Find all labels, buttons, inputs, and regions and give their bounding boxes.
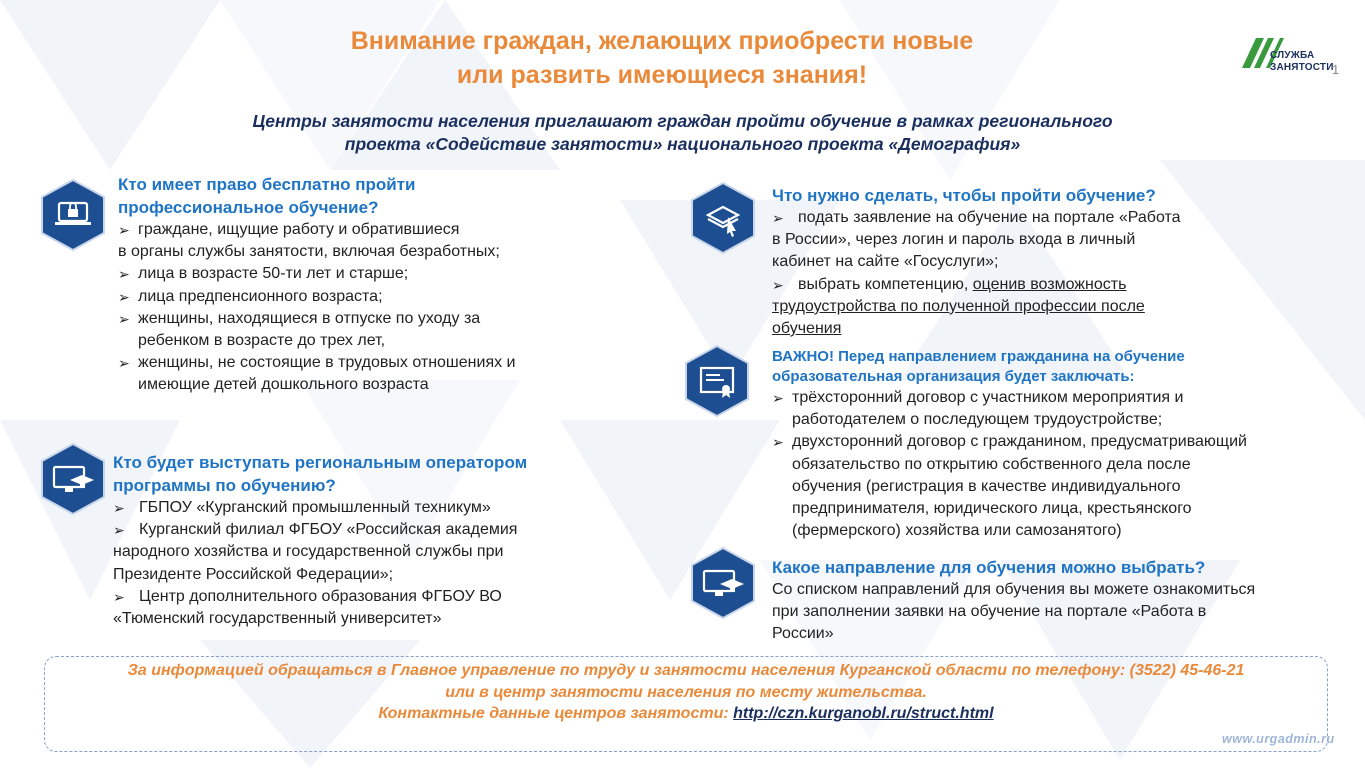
page-number: 1: [1332, 62, 1340, 77]
todo-item-text: [798, 274, 1126, 296]
bullet-arrow-icon: ➢: [772, 276, 784, 293]
eligibility-item: [118, 352, 588, 374]
operator-item: [113, 519, 633, 541]
important-heading-line-2: образовательная организация будет заключать:: [772, 368, 1135, 385]
todo-item-text-cont: кабинет на сайте «Госуслуги»;: [772, 253, 999, 271]
important-item-text-cont: (фермерского) хозяйства или самозанятого): [792, 522, 1122, 540]
logo-text-line-2: ЗАНЯТОСТИ: [1270, 62, 1334, 73]
logo-text-line-1: СЛУЖБА: [1270, 50, 1315, 61]
bullet-arrow-icon: ➢: [118, 288, 130, 305]
bullet-arrow-icon: ➢: [118, 355, 130, 372]
operator-item-text: ГБПОУ «Курганский промышленный техникум»: [139, 499, 491, 516]
eligibility-heading-line-1: Кто имеет право бесплатно пройти: [118, 175, 416, 194]
operator-item-text: Центр дополнительного образования ФГБОУ ВО: [139, 587, 502, 605]
bullet-arrow-icon: ➢: [772, 434, 784, 451]
operator-item-text-cont: народного хозяйства и государственной службы при: [113, 543, 504, 561]
todo-heading: Что нужно сделать, чтобы пройти обучение?: [772, 186, 1156, 205]
important-item-text-cont: предпринимателя, юридического лица, крестьянского: [792, 500, 1192, 518]
todo-item-text-cont: трудоустройства по полученной профессии после: [772, 297, 1145, 315]
direction-text: [772, 579, 1342, 646]
operator-item-text: Курганский филиал ФГБОУ «Российская академия: [139, 521, 518, 539]
operator-item: [113, 586, 633, 608]
contacts-link[interactable]: http://czn.kurganobl.ru/struct.html: [733, 705, 994, 722]
todo-item: [772, 274, 1242, 296]
todo-item-text-plain: выбрать компетенцию,: [798, 275, 973, 293]
eligibility-item: [118, 286, 588, 308]
operator-list: [113, 497, 633, 630]
logo-text: [1270, 50, 1334, 74]
important-item-text-cont: обучения (регистрация в качестве индивидуального: [792, 477, 1181, 495]
todo-item-text-cont: в России», через логин и пароль входа в личный: [772, 231, 1136, 249]
operator-icon: [40, 442, 106, 516]
direction-text-line: при заполнении заявки на обучение на портале «Работа в: [772, 603, 1207, 621]
direction-text-line: Со списком направлений для обучения вы можете ознакомиться: [772, 581, 1256, 598]
graduation-monitor-icon: [40, 442, 106, 516]
graduation-monitor-icon: [690, 546, 756, 620]
eligibility-item: [118, 263, 588, 285]
title-line-1: Внимание граждан, желающих приобрести новые: [350, 27, 974, 55]
eligibility-list: [118, 219, 588, 397]
todo-list: [772, 207, 1242, 340]
eligibility-icon: [40, 178, 106, 252]
direction-heading: Какое направление для обучения можно выбрать?: [772, 558, 1206, 577]
certificate-icon: [684, 344, 750, 418]
section-operator: [113, 451, 633, 630]
contact-info: [44, 660, 1328, 725]
important-heading: [772, 347, 1332, 387]
important-list: [772, 387, 1332, 542]
todo-item-text-cont: обучения: [772, 320, 842, 338]
important-item-text: двухсторонний договор с гражданином, предусматривающий: [792, 433, 1247, 451]
page-title: [262, 24, 1062, 92]
operator-item: [113, 497, 633, 519]
section-important: [772, 347, 1332, 542]
important-icon: [684, 344, 750, 418]
important-item-text-cont: работодателем о последующем трудоустройстве;: [792, 411, 1163, 429]
bullet-arrow-icon: ➢: [118, 266, 130, 283]
eligibility-heading-line-2: профессиональное обучение?: [118, 198, 379, 217]
section-direction: [772, 556, 1342, 646]
contact-line-3-prefix: Контактные данные центров занятости:: [378, 705, 734, 722]
important-item-text: трёхсторонний договор с участником мероприятия и: [792, 389, 1184, 406]
important-item-text-cont: обязательство по открытию собственного дела после: [792, 455, 1191, 473]
contact-line-3: [44, 703, 1328, 725]
site-watermark: www.urgadmin.ru: [1222, 732, 1335, 746]
direction-icon: [690, 546, 756, 620]
bullet-arrow-icon: ➢: [113, 500, 125, 516]
important-heading-line-1: ВАЖНО! Перед направлением гражданина на обучение: [772, 348, 1185, 365]
contact-line-1: За информацией обращаться в Главное управление по труду и занятости населения Курганской области по телефону: (3522) 45-46-21: [127, 662, 1245, 679]
operator-heading-line-1: Кто будет выступать региональным оператором: [113, 453, 528, 472]
todo-item-text: подать заявление на обучение на портале «Работа: [798, 209, 1181, 226]
operator-heading: [113, 451, 633, 497]
todo-item-text-underlined: оценив возможность: [972, 275, 1127, 293]
eligibility-item: [118, 219, 588, 241]
eligibility-item-text: лица в возрасте 50-ти лет и старше;: [138, 265, 409, 283]
eligibility-item-text: женщины, не состоящие в трудовых отношениях и: [138, 354, 516, 372]
employment-service-logo: [1240, 34, 1340, 74]
title-line-2: или развить имеющиеся знания!: [456, 61, 868, 89]
section-todo: [772, 184, 1242, 340]
section-eligibility: [118, 173, 588, 397]
bullet-arrow-icon: ➢: [113, 522, 125, 539]
eligibility-item: [118, 308, 588, 330]
bullet-arrow-icon: ➢: [113, 588, 125, 605]
operator-heading-line-2: программы по обучению?: [113, 476, 336, 495]
important-item: [772, 387, 1332, 409]
todo-item: [772, 207, 1242, 229]
book-cursor-icon: [690, 181, 756, 255]
subtitle-line-2: проекта «Содействие занятости» национального проекта «Демография»: [344, 134, 1021, 154]
eligibility-heading: [118, 173, 588, 219]
operator-item-text-cont: Президенте Российской Федерации»;: [113, 565, 394, 583]
todo-icon: [690, 181, 756, 255]
bullet-arrow-icon: ➢: [118, 310, 130, 327]
laptop-lock-icon: [40, 178, 106, 252]
bullet-arrow-icon: ➢: [772, 390, 784, 406]
bullet-arrow-icon: ➢: [772, 210, 784, 226]
eligibility-item-text: граждане, ищущие работу и обратившиеся: [138, 221, 460, 238]
eligibility-item-text-cont: ребенком в возрасте до трех лет,: [138, 332, 386, 350]
page-subtitle: [150, 110, 1215, 156]
direction-text-line: России»: [772, 625, 834, 643]
eligibility-item-text: женщины, находящиеся в отпуске по уходу за: [138, 309, 481, 327]
eligibility-item-text-cont: имеющие детей дошкольного возраста: [138, 376, 429, 394]
subtitle-line-1: Центры занятости населения приглашают граждан пройти обучение в рамках регионального: [252, 111, 1113, 131]
operator-item-text-cont: «Тюменский государственный университет»: [113, 610, 442, 628]
eligibility-item-text: лица предпенсионного возраста;: [138, 287, 383, 305]
contact-line-2: или в центр занятости населения по месту жительства.: [445, 683, 927, 701]
important-item: [772, 431, 1332, 453]
bullet-arrow-icon: ➢: [118, 222, 130, 238]
eligibility-item-text-cont: в органы службы занятости, включая безработных;: [118, 243, 500, 261]
